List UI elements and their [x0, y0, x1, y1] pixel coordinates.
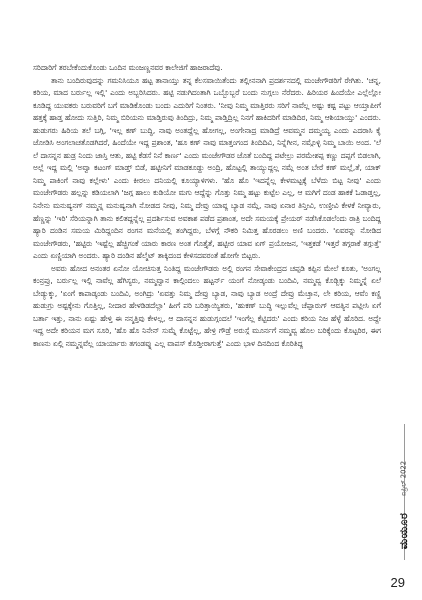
- article-paragraph: ಸರಿದಾರಿಗೆ ತರಬೇಕೆಂದುಕೊಂಡು ಒಂದಿನ ಮಂಜಣ್ಣನವರ ಕಾಲೇಜಿಗೆ ಹಾಜರಾದೆವು.: [33, 63, 223, 72]
- running-footer: [398, 444, 410, 552]
- article-body: [33, 62, 381, 351]
- page-number: 29: [390, 575, 405, 590]
- issue-date: ಏಪ್ರಿಲ್ 2022: [399, 460, 408, 497]
- article-paragraph: ಅವರು ಹೋದ ಅನಂತರ ಏನೋ ಯೋಚಿಸುತ್ತ ನಿಂತಿದ್ದ ಮಂಜೇಗೌಡರು ಅಲ್ಲಿ ರಂಗನ ಸೇವಾಕೇಂದ್ರದ ಚಪ್ಪಡಿ ಕಪ್ಪಿನ ಮೇಲೆ ಕೂತು, 'ಅಂಗಲ್ಲ ಕಂನ್ರಪ್ರು, ಬರ್ರುಲ್ಲ ಇಲ್ಲಿ ನಾವೆಲ್ಲ ಹೆಗಿಸ್ಯರು, ನಮ್ಮವ್ವಾನ ಕಾಲ್ಗಿಂದಲು ಹಟ್ಟರ್ನ್ ಯಂಗೆ ನೋಡ್ಕಂಡು ಬಂದಿವಿ, ನಮ್ಮವ್ವ ಕೊಡ್ಬಿಕ್ಕು ನಿಮ್ಮನ್ನೆ ಏಲೆ ಬೇಡ್ಯುಕ್ಕು, 'ಏಂಗೆ ಕಾಪಾಡ್ಕಂಡು ಬಂದಿವಿ, ಅಂಗಿದ್ರು 'ಏವತ್ತು ನಿಮ್ಮ ದೇವ್ರು ಬ್ಯಾಡ, ನಾವು ಬ್ಯಾಡ ಅಂದ್ರೆ ದೇವ್ರು ಮೆಚ್ತಾನ, ಲೇ ಕರಿಯ, ಆವೆಂ ಕಣ್ಣಿ ಹುಡುಗ್ರು ಅಷ್ಟಕ್ಕೇನು ಗೊತ್ತಿಲ್ಲ, ನೀದಾರ ಹೇಳಡಿಡದೆಲ್ಲಾ' ಹೀಗೆ ಪರಿ ಬರಿತ್ತಾಯ್ಯಿತರು, 'ಹುಕಣ್ ಬುದ್ಧಿ ಇಲ್ಲುವೆಲ್ಲ ಚೆಪ್ಪಾರುಗ್ ಆವತ್ಯಿನ ಪಟ್ಲೀಸಿ ಏಗೆ ಬರ್ತಾ ಇತ್ತು, ನಾನು ಏಷ್ಟು ಹೇಳ್ತಿ ಈ ನನ್ಮತ್ತಿವು ಕೇಳಲ್ಲ, ಆ ದಾಸನ್ನನ ಹುಡುಗ್ಗಂದಲೆ 'ಇಂಗೆಲ್ಲ ಕೆಟ್ಟಿದರು' ಎಂದು ಕರಿಯ ನಿಜ ಹೆಳ್ಳೆ ಹೊರಿದ. ಅದ್ದೇ ಇದ್ದ ಅದೇ ಕರಿಯನ ಮಗ ಸೂರಿ, 'ಹೊ ಹೊ ನಿನೇನ್ ಸುಮ್ನೆ ಕೊಟ್ಟೆಲ್ಲ, ಹೇಳ್ರಿ ಗೌಡ್ರೆ ಅರುಸ್ಗೆ ಮೂರ್ನಗೆ ನಮ್ಮವ್ವ ಹೊಲ ಬರಿಕ್ಕೆಂದು ಕೊಟ್ಟರಿರ, ಈಗ ಕಾಣನು ಏಲ್ಲಿ ನಮ್ಮನ್ನವೆಲ್ಲ ಯಾರ್ಯಾರು ತಗಂಡವ್ನು ಎಲ್ಲ ವಾಪಸ್ ಕೊಡ್ತೀರಾಗುತ್ತೆ' ಎಂದು ಭಾಳ ದಿನದಿಂದ ಕೊರಿತಿದ್ದ: [33, 263, 381, 349]
- magazine-name: ಮಯೂರ: [397, 512, 410, 550]
- article-paragraph: ತಾನು ಬಂದಿರುವುದನ್ನು ಗಮನಿಸಿಯೂ ಹಟ್ಟ ತಾನಾಯ್ತು ತನ್ನ ಕೆಲಸವಾಯಿತೆಂದು ತಲ್ಲೀನನಾಗಿ ಪ್ರದರ್ಶನದಲ್ಲಿ ಮಂಜೇಗೌಡರಿಗೆ ರೇಗಿತು. 'ಚನ್ನ, ಕರಿಯ, ಮಾದ ಬರ್ರುಲ್ಲ ಇಲ್ಲಿ' ಎಂದು ಅಬ್ಬರಿಸಿದರು. ಹಟ್ಟಿ ನಡುಗಿದಂತಾಗಿ ಒಬ್ಬೊಬ್ಬರೆ ಬಂದು ನುಗ್ಗಲು ನೆರೆದರು. ಹಿರಿಯರ ಹಿಂದೆಯೇ ಎಲ್ಲೆಲ್ಲೋ ಕೂಡಿದ್ದ ಯುವಕರು ಬರುವರಿಗೆ ಬಗೆ ಮಾಡಿಕೊಂಡು ಬಂದು ಎದುರಿಗೆ ನಿಂತರು. 'ನೀವು ನಿಮ್ಮ ಮಾತ್ತಿರರು ಸರಿಗೆ ನಾವೆಲ್ಲ ಅಷ್ಟು ಕಷ್ಟ ಪಟ್ಟು ಆಯ್ತಾಪೀಗೆ ಹತ್ತಕ್ಕೆ ಹಾಡ್ತ ಹೋದು ಸುತ್ತಿರಿ, ನಿಮ್ಮ ಬಿರಿಯನು ಮಾಡ್ತಿರುವು ತಿಂದಿದ್ರು, ನಿಮ್ಮ ಪಾಡ್ತಿದ್ರಿಲ್ಲ ನಿನಗೆ ಹಾಕಿದರಿಗೆ ಮಾಡಿದಿರ, ನಿಮ್ಮ ಆಶಿಯಾಯ್ತು' ಎಂದರು. ಹುಡುಗರು ಹಿರಿಯ ತಲೆ ಬಗ್ಗಿ, 'ಇಲ್ಲ ಕಣ್ ಬುದ್ಧಿ, ನಾವು ಅಂತದ್ದೆಲ್ಲ ಹೋಗಲ್ಲ, ಅಂಗೇನಾದ್ರ ಮಾಡಿದ್ರೆ ಆವಮ್ಮನ ದಮ್ಮಯ್ಯ ಎಂದು ಎದರಾಸಿ ಕೈ ಜೋಡಿಸಿ ಅಂಗಲಾಚತೊಡಗಿದರೆ, ಹಿಂದೆಯೇ ಇದ್ದ ಪ್ರಶಾಂತ, 'ಹೂ ಕಣ್ ನಾವು ಮಾತ್ತಂಗಂದ ತಿಂದಿದಿವಿ, ನಿನ್ನೆಗೀನ, ನಮ್ಗೊಳ್ಳಿ ನಿಮ್ಮ ಬಾಯಿ ಅಂದ. 'ಲೆ ಲೆ ದಾಸನ್ನನ ಹುಡ್ರ ನಿಂದು ಜಾಸ್ತಿ ಆತು, ಹಟ್ಟಿ ಕೆಡಸೆ ನಿನೆ ಕಾರ್ಣ' ಎಂದು ಮಂಜೇಗೌಡರ ಜೊತೆ ಬಂದಿದ್ದ ಪಟೇಲ್ರು ಪರಮೇಶಪ್ಪ ಕಣ್ಣು ದಪ್ಪಗೆ ಬಿಡಲಾಗಿ, ಅಲ್ಲೆ ಇದ್ದ ಮಲ್ಲಿ 'ಅವ್ವಾ ಕಟಂಗ್ ಮಾಡ್ತ್ ಬಿಡೆ, ಹಟ್ಟೀನಿಗೆ ಮಾಡಕೂಡ್ದು ಅಂದ್ರಿ, ಹೊಟ್ಟಲ್ಲಿ ತಾಯ್ಯುದ್ದಲ್ಲ ನಮ್ಗೆ ಅಂತ ಬೇರೆ ಕಣ್ ಮಲ್ಲೆ,ತೆ, ಯಾಕ್ ನಿಮ್ಮ ಪಾಕಿಂಗೆ ನಾವು ಕಲ್ಲೇಳು' ಎಂದು ಕೀರಲು ದನಿಯಲ್ಲಿ ಕೂಯ್ಯಾಳಿಗಳು. 'ಹೊ ಹೊ 'ಇದನ್ನೆಲ್ಲ ಕೇಳಮಟ್ಟಕ್ಕೆ ಬೆಳೆದು ಬಿಟ್ಟ ನೀವು' ಎಂದು ಮಂಜೇಗೌಡರು ಹಲ್ಲನ್ನು ಕಡಿಯಲಾಗಿ 'ಜಗ್ಗ ಹಾಲು ಕುಡಿಯೋ ಮಗು ಆದ್ದೆನ್ನು ಗೊತ್ತು ನಿಮ್ಮ ಹಟ್ಟು ಕುಟ್ಟೆಲ ಎಲ್ಲ, ಆ ಮಗಿಗೆ ದಂಡ ಹಾಕಕೆ ಓಡಾಡ್ತಲ್ಲ, ನಿನೇನು ಮನುಷ್ಯನಗ್ ನಮ್ಮನ್ನ ಮನುಷ್ಯನಾಗಿ ನೋಡದ ನೀವು, ನಿಮ್ಮ ದೇವ್ರು ಯಾವ್ದ ಬ್ಯಾಡ ನಮ್ಗೆ, ನಾವು ಏನಾರ ತಿನ್ತೀವಿ, ಉಣ್ತೀವಿ ಕೇಳಕೆ ನೀವ್ಯಾರು, ಹೆಣ್ಣನ್ನು 'ಇರಿ' ಸೆರಿಯನ್ನಾಗಿ ತಾನು ಕಲಿತದ್ದನ್ನೆಲ್ಲ ಪ್ರದರ್ಶಿಸುವ ಅವಕಾಶ ಪಡೆದ ಪ್ರಶಾಂತ, ಅದೇ ಸಮಯಕ್ಕೆ ಪ್ರೇಯರ್ ನಡೆಸಿಕೊಡಲೆಂದು ರಾತ್ರಿ ಬಂದಿದ್ದ ಹ್ಯಾರಿ ದಂಡಿನ ಸಮಯ ಮಿರಿದ್ದಂದಿನ ರಂಗನ ಮನೆಯಲ್ಲಿ ತಂಗಿದ್ದರು, ಬೆಳಗ್ಗೆ ನೌಕರಿ ನಿಮಿತ್ತ ಹೊರಡಲು ಅಣಿ ಬಂದರು. 'ಏವರನ್ನು ನೋಡಿದ ಮಂಜೇಗೌಡರು, 'ಹಟ್ಟಿರು 'ಇಷ್ಟೆಲ್ಲ ಹೆಚ್ಚಿಗಂಕೆ ಯಾರು ಕಾರಣ ಅಂತ ಗೊತ್ತೈತೆ, ಹಟ್ಟೀರ ಯಾವ ಏಗ್ ಪ್ರಯೋಜನ, 'ಇತ್ತಕಡೆ 'ಇತ್ತರೆ ತಗ್ಗರಾಕೆ ತಗ್ಗುತ್ತೆ' ಎಂದು ಏಣ್ಣಿಯಾಗಿ ಅಂದರು. ಹ್ಯಾರಿ ದಂಡಿನ ಹೆಲ್ಮೆಟ್ ತಾಕ್ಕಿದಂದ ಕೇಳಿಸದವರಂತೆ ಹೋಗೇ ಬಿಟ್ಟರು.: [33, 75, 381, 261]
